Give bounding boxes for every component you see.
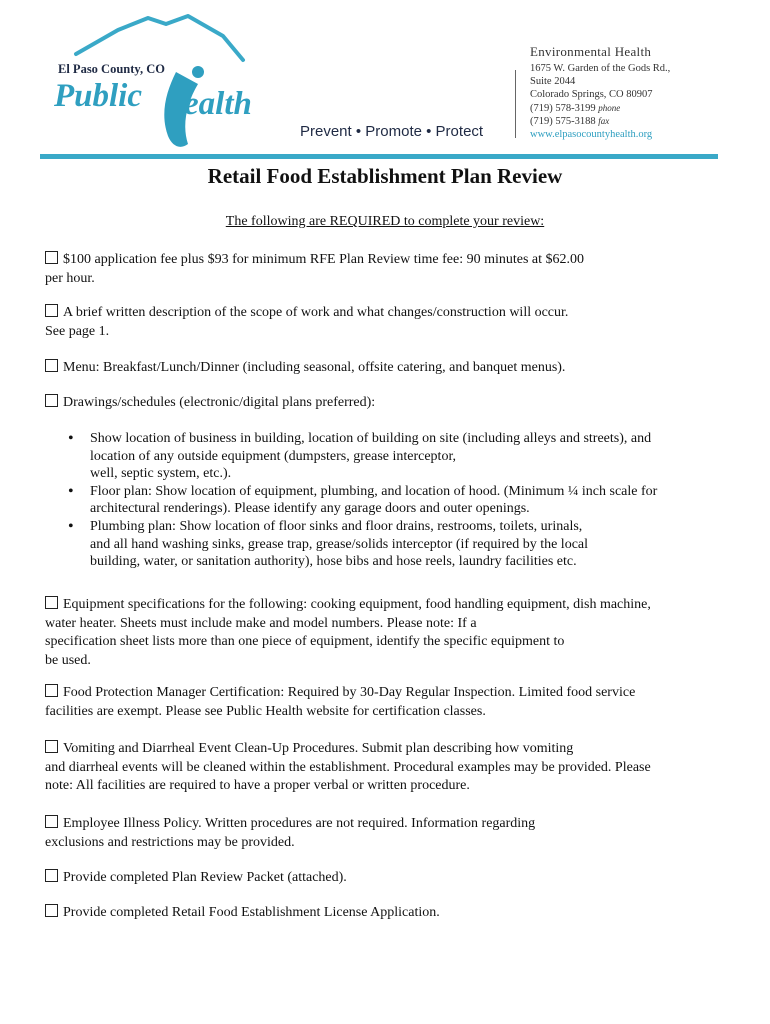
drawings-bullet-list — [68, 430, 708, 571]
department-name: Environmental Health — [530, 44, 652, 59]
checkbox[interactable] — [45, 740, 58, 753]
item-text: and diarrheal events will be cleaned within the establishment. Procedural examples may be provided. Please — [45, 759, 651, 775]
checklist-item-equipment — [45, 596, 705, 670]
checklist-item-drawings — [45, 394, 705, 413]
item-text: Drawings/schedules (electronic/digital plans preferred): — [63, 395, 376, 410]
item-text: be used. — [45, 652, 91, 668]
item-text: exclusions and restrictions may be provided. — [45, 834, 295, 850]
item-text: Equipment specifications for the following: cooking equipment, food handling equipment, dish machine, — [63, 597, 651, 612]
checklist-item-menu — [45, 359, 705, 378]
required-heading: The following are REQUIRED to complete your review: — [225, 214, 545, 229]
page-title: Retail Food Establishment Plan Review — [207, 164, 563, 188]
checklist-item-illness — [45, 815, 705, 852]
checkbox[interactable] — [45, 359, 58, 372]
phone-label: phone — [598, 102, 621, 113]
logo-word-public: Public — [54, 78, 142, 114]
fax-label: fax — [598, 115, 610, 126]
bullet-text: well, septic system, etc.). — [90, 466, 232, 482]
checklist-item-certification — [45, 684, 705, 721]
checklist-item-packet — [45, 869, 705, 888]
item-text: A brief written description of the scope of work and what changes/construction will occur. — [63, 305, 569, 320]
checklist-item-fee — [45, 251, 705, 288]
phone-line — [530, 102, 670, 115]
bullet-text: Show location of business in building, location of building on site (including alleys and streets), and — [90, 431, 652, 446]
bullet-text: Plumbing plan: Show location of floor sinks and floor drains, restrooms, toilets, urinals, — [90, 518, 583, 534]
header-divider — [515, 70, 516, 138]
checkbox[interactable] — [45, 251, 58, 264]
checkbox[interactable] — [45, 869, 58, 882]
item-text: facilities are exempt. Please see Public Health website for certification classes. — [45, 703, 486, 719]
item-text: note: All facilities are required to have a proper verbal or written procedure. — [45, 778, 470, 793]
bullet-text: architectural renderings). Please identify any garage doors and outer openings. — [90, 501, 530, 517]
list-item — [68, 518, 708, 571]
checkbox[interactable] — [45, 684, 58, 697]
checklist-item-license — [45, 904, 705, 923]
item-text: per hour. — [45, 270, 95, 286]
checkbox[interactable] — [45, 596, 58, 609]
checkbox[interactable] — [45, 815, 58, 828]
checklist-item-vomiting — [45, 740, 705, 796]
mountain-icon — [76, 16, 243, 60]
bullet-text: Floor plan: Show location of equipment, plumbing, and location of hood. (Minimum ¼ inch scale for — [90, 483, 658, 499]
contact-block — [530, 62, 670, 141]
item-text: Menu: Breakfast/Lunch/Dinner (including seasonal, offsite catering, and banquet menus). — [63, 360, 566, 375]
tagline: Prevent • Promote • Protect — [300, 123, 484, 140]
checkbox[interactable] — [45, 304, 58, 317]
list-item — [68, 430, 708, 483]
address-line-1: 1675 W. Garden of the Gods Rd., — [530, 63, 671, 74]
checkbox[interactable] — [45, 904, 58, 917]
bullet-text: location of any outside equipment (dumpsters, grease interceptor, — [90, 448, 457, 464]
header-rule — [40, 154, 718, 159]
logo-word-health: ealth — [184, 86, 252, 122]
bullet-text: building, water, or sanitation authority), hose bibs and hose reels, laundry facilities etc. — [90, 554, 577, 570]
website-link[interactable]: www.elpasocountyhealth.org — [530, 129, 653, 141]
county-name: El Paso County, CO — [58, 62, 165, 76]
item-text: Employee Illness Policy. Written procedures are not required. Information regarding — [63, 816, 536, 831]
item-text: Vomiting and Diarrheal Event Clean-Up Procedures. Submit plan describing how vomiting — [63, 741, 574, 756]
address-line-2: Suite 2044 — [530, 76, 576, 88]
item-text: specification sheet lists more than one piece of equipment, identify the specific equipment to — [45, 634, 565, 649]
item-text: water heater. Sheets must include make and model numbers. Please note: If a — [45, 615, 477, 631]
checklist-item-scope — [45, 304, 705, 341]
bullet-text: and all hand washing sinks, grease trap, grease/solids interceptor (if required by the local — [90, 536, 589, 552]
address-line-3: Colorado Springs, CO 80907 — [530, 89, 653, 101]
phone-number: (719) 578-3199 — [530, 102, 596, 114]
item-text: Provide completed Plan Review Packet (attached). — [63, 870, 347, 885]
item-text: Food Protection Manager Certification: Required by 30-Day Regular Inspection. Limited food service — [63, 685, 636, 700]
fax-number: (719) 575-3188 — [530, 115, 596, 127]
list-item — [68, 483, 708, 518]
human-head-icon — [192, 66, 204, 78]
item-text: See page 1. — [45, 323, 110, 339]
checkbox[interactable] — [45, 394, 58, 407]
fax-line — [530, 115, 670, 128]
item-text: Provide completed Retail Food Establishment License Application. — [63, 905, 440, 920]
item-text: $100 application fee plus $93 for minimum RFE Plan Review time fee: 90 minutes at $62.00 — [63, 252, 585, 267]
